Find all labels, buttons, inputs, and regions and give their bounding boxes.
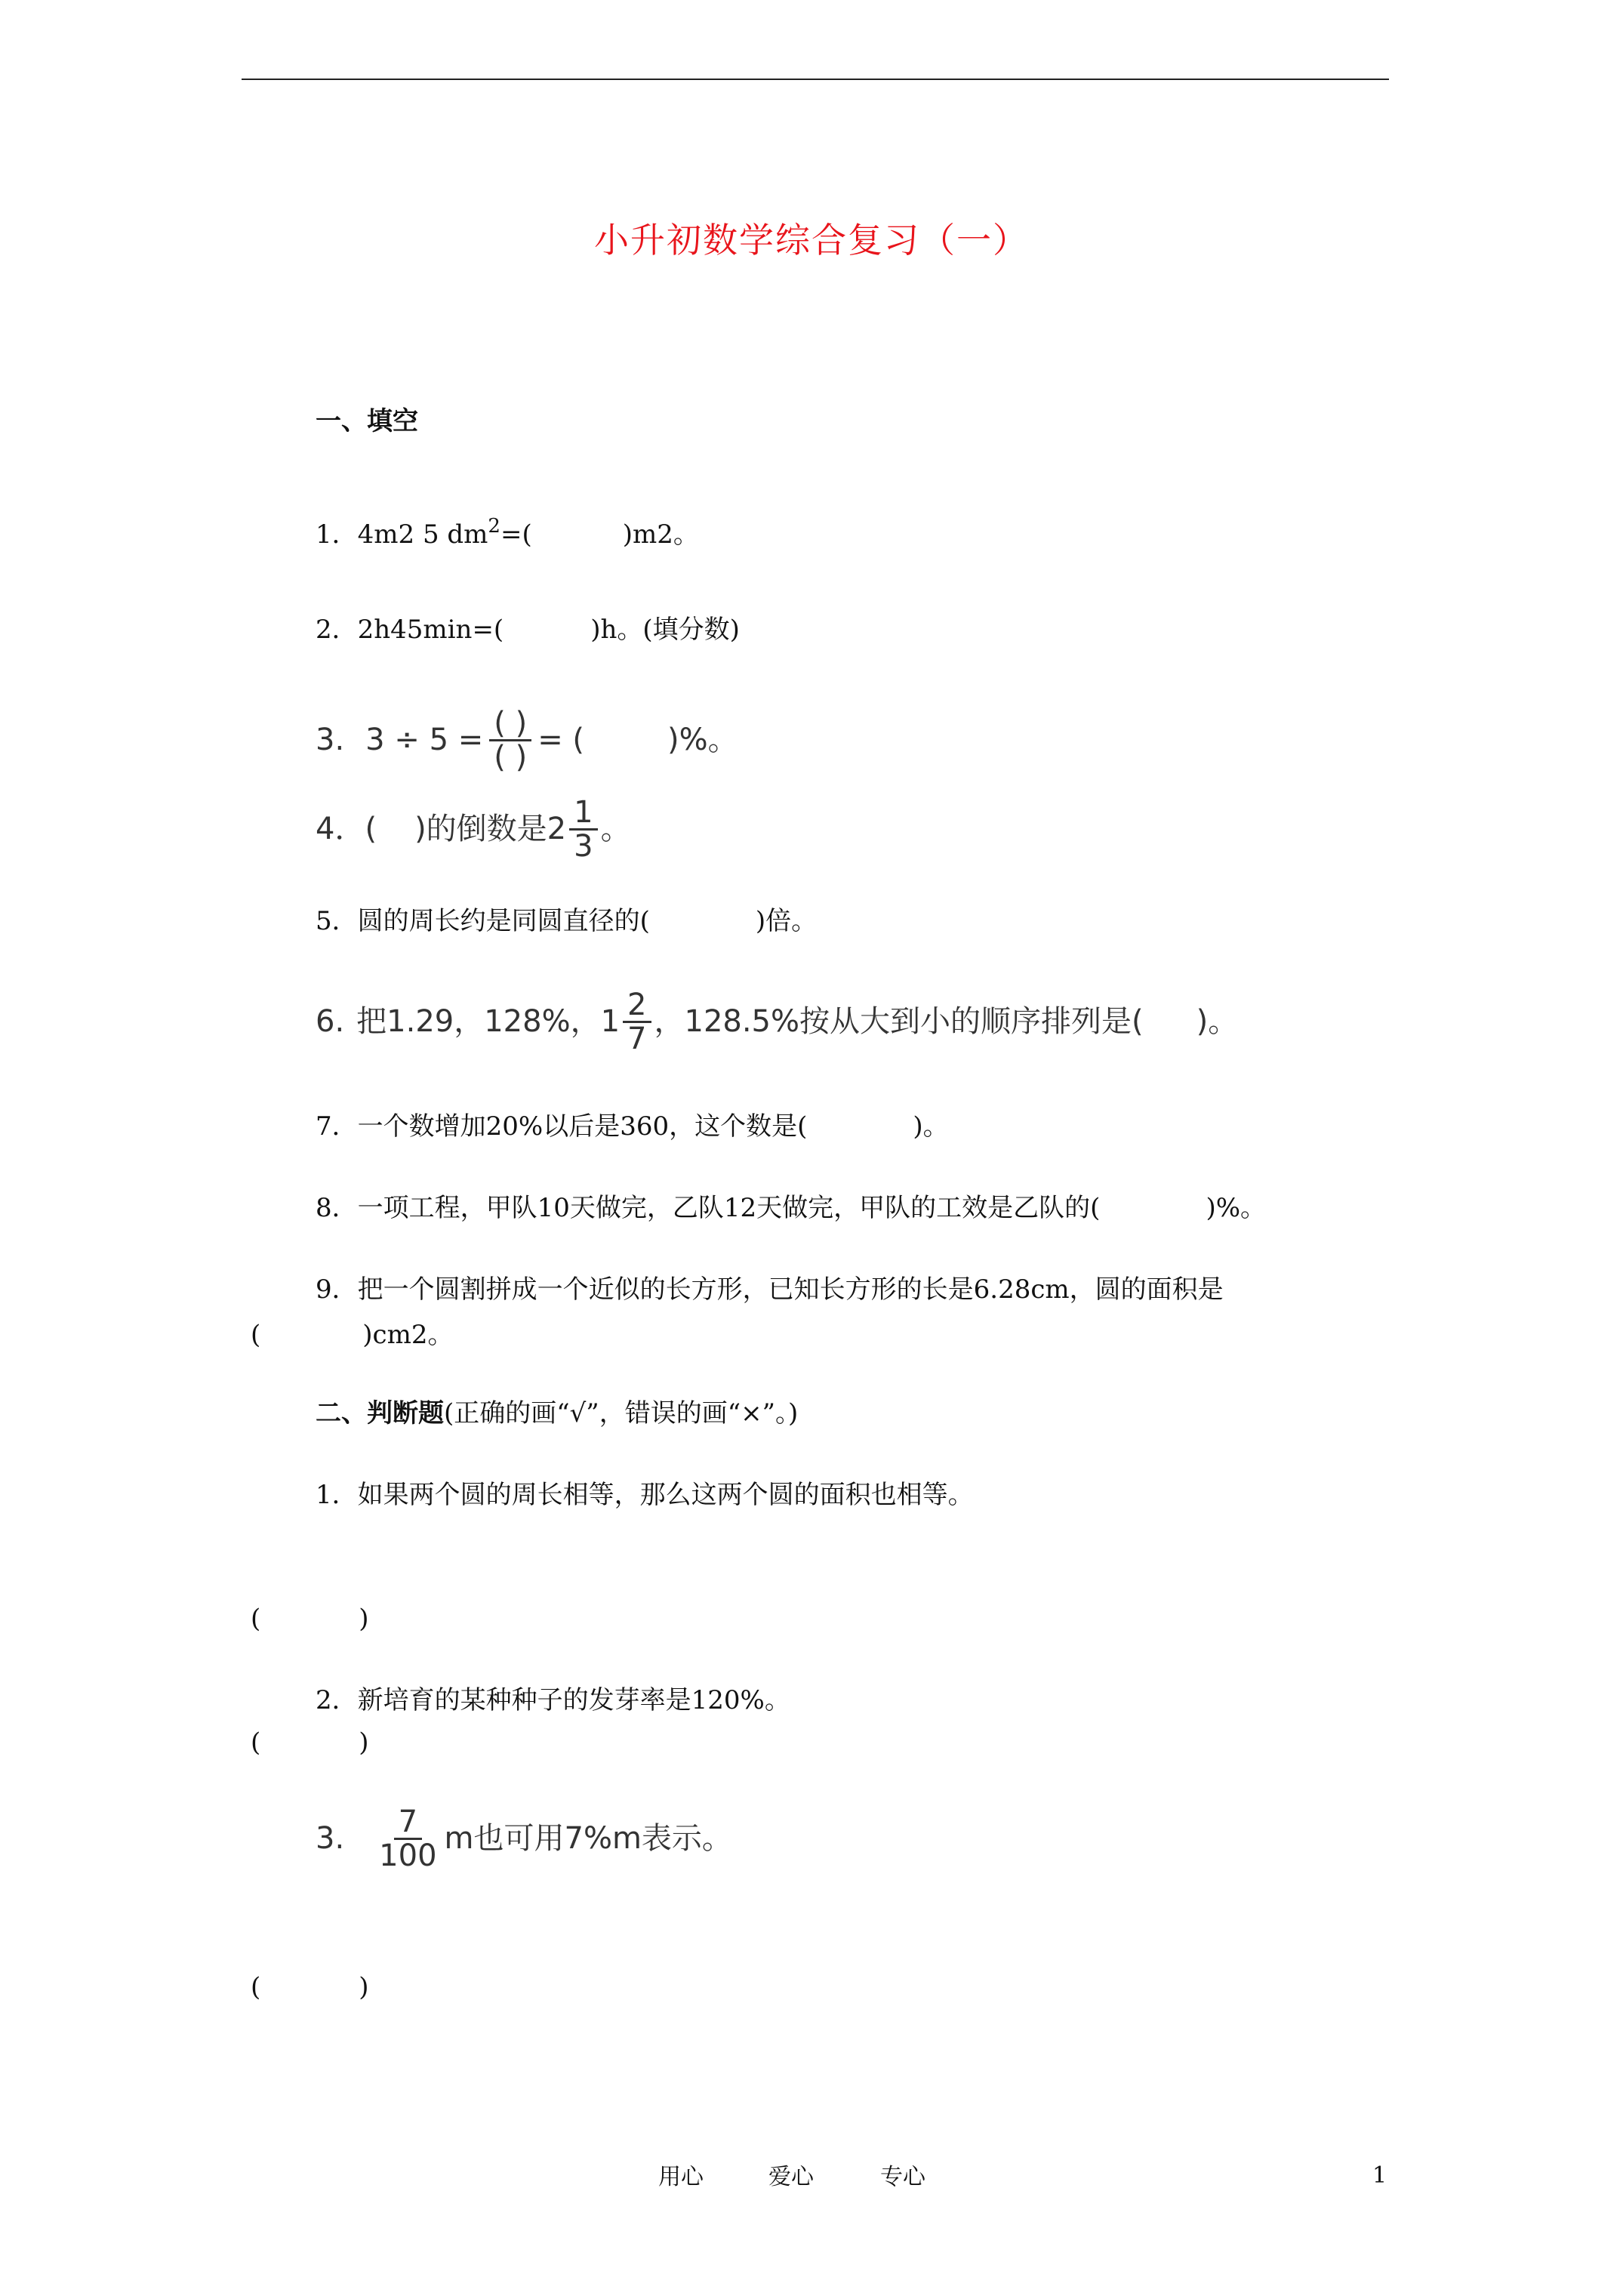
question-text: = ( (537, 723, 585, 757)
fraction-numerator: 2 (623, 989, 651, 1023)
fraction-numerator: ( ) (489, 707, 531, 741)
question-text: )m2。 (622, 519, 699, 550)
page-number: 1 (1372, 2162, 1387, 2189)
question-number: 5． (316, 906, 358, 936)
question-1-5 (316, 906, 817, 936)
fraction-denominator: 3 (574, 828, 593, 864)
question-text: 。 (600, 812, 631, 846)
question-text: 新培育的某种种子的发芽率是120%。 (357, 1685, 790, 1715)
question-1-6 (316, 980, 1238, 1063)
judge-question-3 (316, 1797, 732, 1880)
fraction (569, 794, 597, 864)
question-text: 如果两个圆的周长相等，那么这两个圆的面积也相等。 (357, 1480, 974, 1510)
section2-heading (316, 1398, 798, 1428)
question-text: m也可用7%m表示。 (444, 1821, 732, 1856)
question-text: )%。 (667, 723, 738, 757)
question-number: 3. (316, 723, 345, 757)
question-text: )倍。 (755, 906, 818, 936)
fraction (489, 707, 531, 773)
question-text: 一项工程，甲队10天做完，乙队12天做完，甲队的工效是乙队的( (357, 1193, 1101, 1223)
question-number: 8． (316, 1193, 358, 1223)
answer-paren-1: ( ) (251, 1604, 369, 1634)
question-1-9 (316, 1274, 1224, 1305)
judge-question-1 (316, 1480, 974, 1510)
header-rule (242, 79, 1389, 80)
question-text: 2h45min=( (357, 615, 504, 645)
question-text: )%。 (1206, 1193, 1267, 1223)
question-1-8 (316, 1193, 1266, 1223)
question-number: 7． (316, 1111, 358, 1142)
question-number: 9． (316, 1274, 358, 1305)
question-1-4 (316, 791, 631, 867)
superscript: 2 (488, 515, 500, 538)
fraction (374, 1806, 441, 1872)
page-title: 小升初数学综合复习（一） (594, 220, 1029, 260)
section2-heading-label: 二、判断题 (316, 1398, 444, 1428)
question-number: 2． (316, 615, 358, 645)
section1-heading: 一、填空 (316, 406, 418, 436)
question-text: )h。(填分数) (590, 615, 740, 645)
question-number: 2． (316, 1685, 358, 1715)
question-number: 4． (316, 812, 365, 846)
question-1-2 (316, 615, 740, 645)
fraction-denominator: ( ) (494, 739, 528, 775)
question-text: 4m2 5 dm (357, 519, 488, 550)
question-1-3 (316, 702, 738, 778)
question-text: )。 (1196, 1004, 1239, 1039)
question-1-1 (316, 515, 699, 552)
question-1-7 (316, 1111, 949, 1142)
judge-question-2 (316, 1685, 790, 1715)
question-text: )cm2。 (362, 1320, 454, 1350)
answer-paren-2: ( ) (251, 1727, 369, 1758)
question-number: 3. (316, 1821, 345, 1856)
question-text: ( (251, 1320, 261, 1350)
question-text: 一个数增加20%以后是360，这个数是( (357, 1111, 808, 1142)
question-number: 1． (316, 1480, 358, 1510)
section2-heading-instructions: (正确的画“√”，错误的画“×”。) (444, 1398, 799, 1428)
footer-text-3: 专心 (880, 2164, 925, 2190)
fraction (623, 989, 651, 1055)
fraction-numerator: 7 (394, 1806, 422, 1840)
footer-text-1: 用心 (658, 2164, 704, 2190)
question-number: 6. (316, 1004, 345, 1039)
question-number: 1． (316, 519, 358, 550)
answer-paren-3: ( ) (251, 1972, 369, 2002)
footer-text-2: 爱心 (768, 2164, 814, 2190)
question-text: 圆的周长约是同圆直径的( (357, 906, 650, 936)
question-text: ，128.5%按从大到小的顺序排列是( (654, 1004, 1144, 1039)
question-text: )。 (913, 1111, 949, 1142)
fraction-denominator: 7 (627, 1021, 647, 1056)
question-text: )的倒数是2 (414, 812, 567, 846)
question-1-9-cont (251, 1320, 453, 1350)
fraction-numerator: 1 (569, 797, 597, 831)
question-text: ( (365, 812, 377, 846)
fraction-denominator: 100 (379, 1838, 437, 1873)
question-text: 3 ÷ 5 = (365, 723, 484, 757)
question-text: =( (500, 519, 532, 550)
question-text: 把1.29，128%，1 (356, 1004, 621, 1039)
question-text: 把一个圆割拼成一个近似的长方形，已知长方形的长是6.28cm，圆的面积是 (357, 1274, 1224, 1305)
